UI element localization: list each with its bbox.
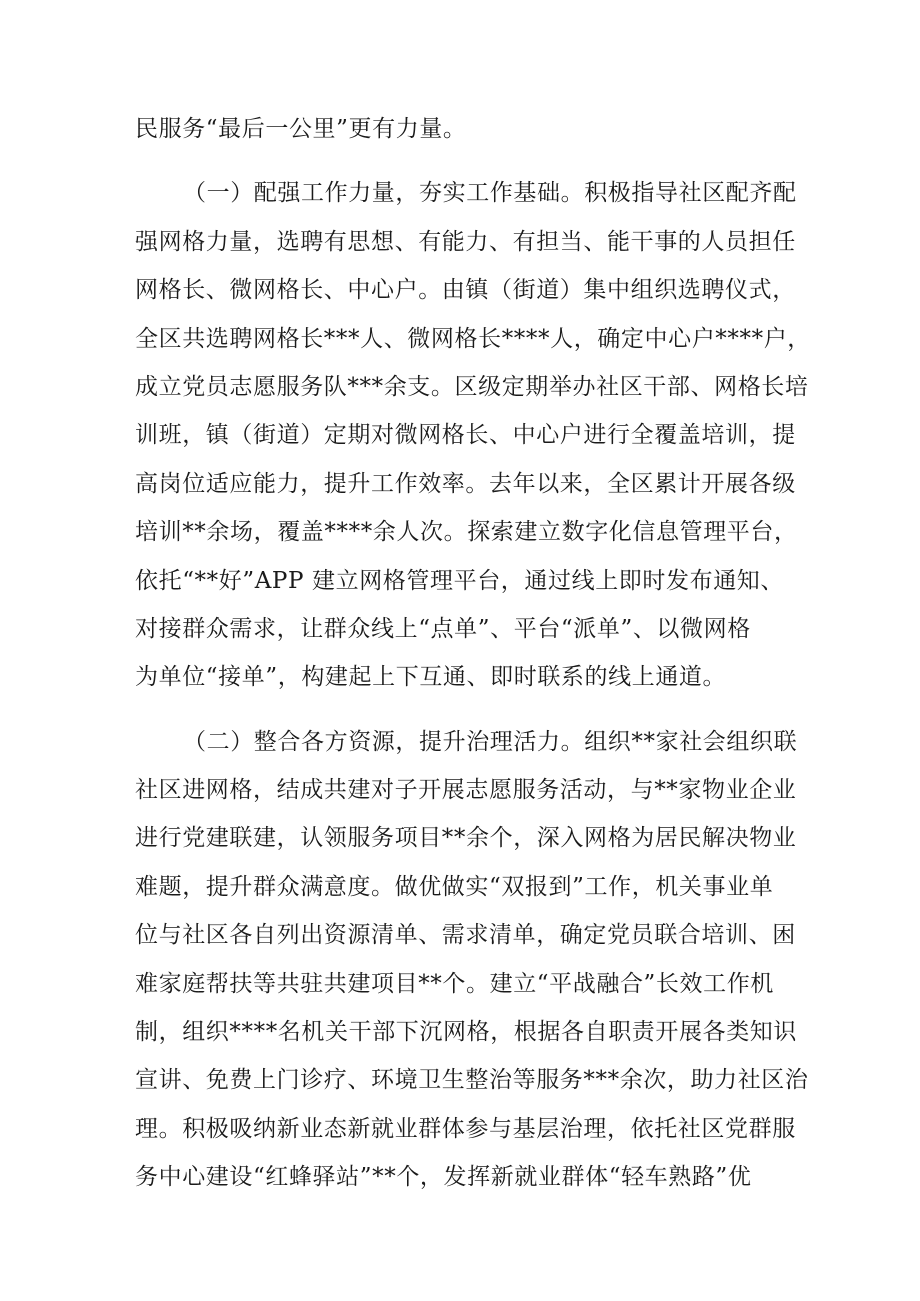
text-line: 强网格力量，选聘有思想、有能力、有担当、能干事的人员担任 <box>135 228 796 255</box>
text-line: 制，组织****名机关干部下沉网格，根据各自职责开展各类知识 <box>135 1019 797 1046</box>
text-line: 依托“**好”APP 建立网格管理平台，通过线上即时发布通知、 <box>135 567 784 594</box>
text-line: 网格长、微网格长、中心户。由镇（街道）集中组织选聘仪式， <box>135 277 796 304</box>
text-line: 进行党建联建，认领服务项目**余个，深入网格为居民解决物业 <box>135 825 797 852</box>
text-line-first: （二）整合各方资源，提升治理活力。组织**家社会组织联 <box>183 728 798 755</box>
text-line: 培训**余场，覆盖****余人次。探索建立数字化信息管理平台， <box>135 519 798 546</box>
paragraph-continuation <box>135 105 795 153</box>
paragraph-staff-strengthening <box>135 169 811 701</box>
text-line: 全区共选聘网格长***人、微网格长****人，确定中心户****户， <box>135 325 811 352</box>
text-line: 位与社区各自列出资源清单、需求清单，确定党员联合培训、困 <box>135 922 796 949</box>
text-line: 理。积极吸纳新业态新就业群体参与基层治理，依托社区党群服 <box>135 1115 796 1142</box>
text-line: 成立党员志愿服务队***余支。区级定期举办社区干部、网格长培 <box>135 373 809 400</box>
text-line: 高岗位适应能力，提升工作效率。去年以来，全区累计开展各级 <box>135 470 796 497</box>
text-line: 社区进网格，结成共建对子开展志愿服务活动，与**家物业企业 <box>135 777 797 804</box>
text-line-first: （一）配强工作力量，夯实工作基础。积极指导社区配齐配 <box>183 180 797 207</box>
text-line: 务中心建设“红蜂驿站”**个，发挥新就业群体“轻车熟路”优 <box>135 1164 752 1191</box>
document-page <box>135 105 811 1202</box>
paragraph-gap <box>135 702 795 718</box>
text-line: 为单位“接单”，构建起上下互通、即时联系的线上通道。 <box>135 664 727 691</box>
text-line: 训班，镇（街道）定期对微网格长、中心户进行全覆盖培训，提 <box>135 422 796 449</box>
text-line: 宣讲、免费上门诊疗、环境卫生整治等服务***余次，助力社区治 <box>135 1067 809 1094</box>
paragraph-gap <box>135 153 795 169</box>
text-line: 对接群众需求，让群众线上“点单”、平台“派单”、以微网格 <box>135 615 751 642</box>
text-line: 民服务“最后一公里”更有力量。 <box>135 116 467 142</box>
text-line: 难家庭帮扶等共驻共建项目**个。建立“平战融合”长效工作机 <box>135 970 774 997</box>
text-line: 难题，提升群众满意度。做优做实“双报到”工作，机关事业单 <box>135 873 774 900</box>
paragraph-resource-integration <box>135 718 809 1202</box>
